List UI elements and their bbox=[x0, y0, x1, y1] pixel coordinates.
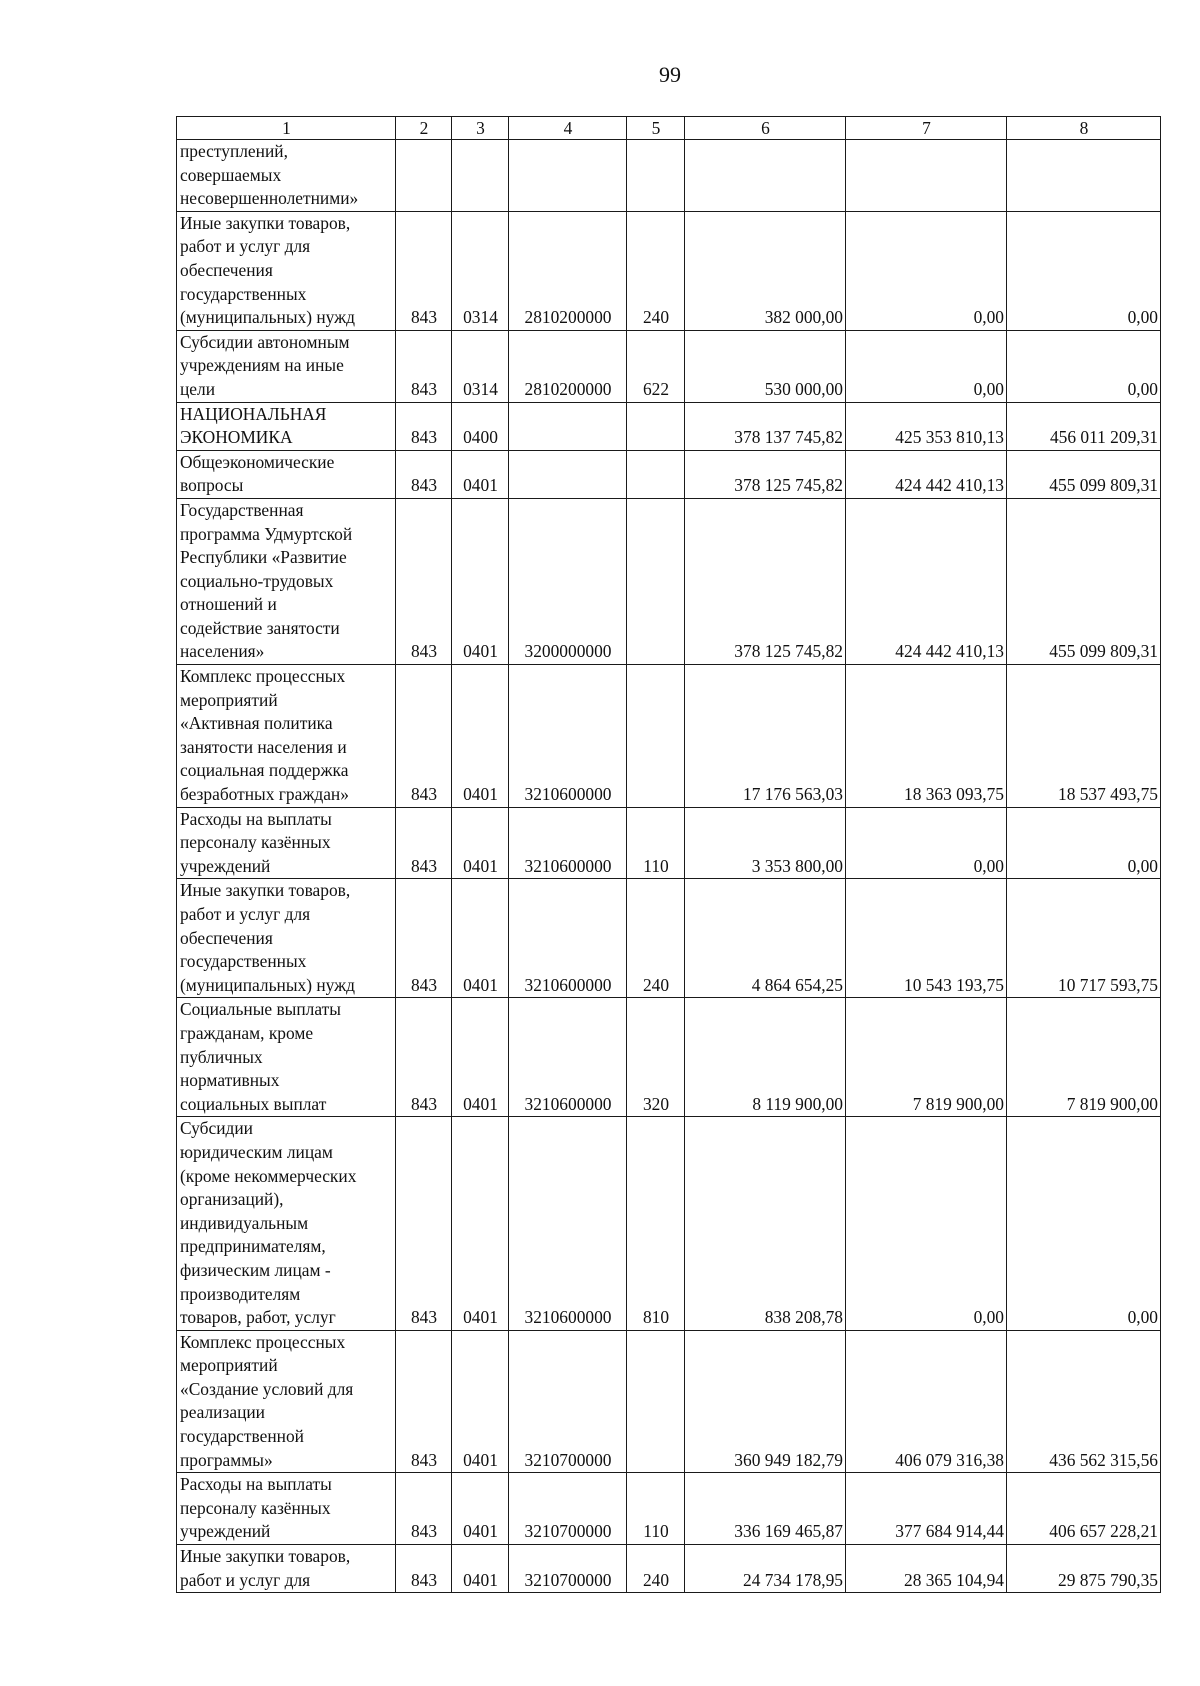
row-name-cell: Социальные выплаты гражданам, кроме публичных нормативных социальных выплат bbox=[177, 998, 396, 1117]
col5-cell bbox=[627, 498, 685, 664]
col6-amount-cell: 378 125 745,82 bbox=[685, 498, 846, 664]
table-row bbox=[177, 807, 1161, 879]
col7-amount-cell: 424 442 410,13 bbox=[846, 450, 1007, 498]
col2-cell: 843 bbox=[396, 1330, 452, 1473]
col4-cell: 3210600000 bbox=[509, 998, 627, 1117]
col4-cell: 3210600000 bbox=[509, 1117, 627, 1330]
col5-cell bbox=[627, 665, 685, 808]
col6-amount-cell: 378 137 745,82 bbox=[685, 402, 846, 450]
col4-cell: 3210700000 bbox=[509, 1473, 627, 1545]
header-row bbox=[177, 117, 1161, 140]
col6-amount-cell: 360 949 182,79 bbox=[685, 1330, 846, 1473]
col3-cell: 0401 bbox=[452, 450, 509, 498]
col7-amount-cell: 424 442 410,13 bbox=[846, 498, 1007, 664]
row-name-cell: НАЦИОНАЛЬНАЯ ЭКОНОМИКА bbox=[177, 402, 396, 450]
col6-amount-cell: 530 000,00 bbox=[685, 330, 846, 402]
table-row bbox=[177, 879, 1161, 998]
table-row bbox=[177, 450, 1161, 498]
col4-cell: 3210600000 bbox=[509, 879, 627, 998]
col8-amount-cell: 29 875 790,35 bbox=[1007, 1545, 1161, 1593]
col5-cell bbox=[627, 450, 685, 498]
col5-cell: 240 bbox=[627, 879, 685, 998]
table-row bbox=[177, 1117, 1161, 1330]
column-header: 3 bbox=[452, 117, 509, 140]
col7-amount-cell bbox=[846, 140, 1007, 212]
table-row bbox=[177, 1473, 1161, 1545]
column-header: 1 bbox=[177, 117, 396, 140]
col6-amount-cell: 378 125 745,82 bbox=[685, 450, 846, 498]
table-row bbox=[177, 140, 1161, 212]
col3-cell: 0401 bbox=[452, 807, 509, 879]
col4-cell: 3210700000 bbox=[509, 1545, 627, 1593]
col6-amount-cell bbox=[685, 140, 846, 212]
col6-amount-cell: 3 353 800,00 bbox=[685, 807, 846, 879]
table-row bbox=[177, 330, 1161, 402]
col6-amount-cell: 24 734 178,95 bbox=[685, 1545, 846, 1593]
col7-amount-cell: 28 365 104,94 bbox=[846, 1545, 1007, 1593]
row-name-cell: Комплекс процессных мероприятий «Активная политика занятости населения и социальная поддержка безработных граждан» bbox=[177, 665, 396, 808]
col6-amount-cell: 336 169 465,87 bbox=[685, 1473, 846, 1545]
table-row bbox=[177, 498, 1161, 664]
column-header: 8 bbox=[1007, 117, 1161, 140]
col2-cell: 843 bbox=[396, 1473, 452, 1545]
row-name-cell: преступлений, совершаемых несовершеннолетними» bbox=[177, 140, 396, 212]
table-row bbox=[177, 665, 1161, 808]
col8-amount-cell: 406 657 228,21 bbox=[1007, 1473, 1161, 1545]
table-body bbox=[177, 140, 1161, 1593]
table-row bbox=[177, 998, 1161, 1117]
row-name-cell: Расходы на выплаты персоналу казённых учреждений bbox=[177, 807, 396, 879]
col7-amount-cell: 10 543 193,75 bbox=[846, 879, 1007, 998]
col3-cell: 0314 bbox=[452, 211, 509, 330]
col4-cell: 2810200000 bbox=[509, 330, 627, 402]
col4-cell: 3210600000 bbox=[509, 807, 627, 879]
col3-cell: 0401 bbox=[452, 879, 509, 998]
page-number: 99 bbox=[659, 62, 681, 87]
col2-cell: 843 bbox=[396, 807, 452, 879]
col2-cell: 843 bbox=[396, 879, 452, 998]
col5-cell bbox=[627, 140, 685, 212]
col7-amount-cell: 0,00 bbox=[846, 807, 1007, 879]
budget-table-container bbox=[176, 116, 1160, 1593]
col4-cell: 3210700000 bbox=[509, 1330, 627, 1473]
col5-cell: 320 bbox=[627, 998, 685, 1117]
col2-cell: 843 bbox=[396, 330, 452, 402]
table-row bbox=[177, 211, 1161, 330]
col8-amount-cell: 455 099 809,31 bbox=[1007, 450, 1161, 498]
col5-cell: 110 bbox=[627, 1473, 685, 1545]
table-row bbox=[177, 1545, 1161, 1593]
col8-amount-cell: 455 099 809,31 bbox=[1007, 498, 1161, 664]
col7-amount-cell: 425 353 810,13 bbox=[846, 402, 1007, 450]
col4-cell: 2810200000 bbox=[509, 211, 627, 330]
col8-amount-cell: 7 819 900,00 bbox=[1007, 998, 1161, 1117]
col5-cell: 240 bbox=[627, 211, 685, 330]
col8-amount-cell: 0,00 bbox=[1007, 1117, 1161, 1330]
col2-cell: 843 bbox=[396, 450, 452, 498]
col3-cell: 0401 bbox=[452, 998, 509, 1117]
col6-amount-cell: 8 119 900,00 bbox=[685, 998, 846, 1117]
row-name-cell: Комплекс процессных мероприятий «Создание условий для реализации государственной программы» bbox=[177, 1330, 396, 1473]
col3-cell: 0401 bbox=[452, 498, 509, 664]
row-name-cell: Иные закупки товаров, работ и услуг для обеспечения государственных (муниципальных) нужд bbox=[177, 879, 396, 998]
col6-amount-cell: 838 208,78 bbox=[685, 1117, 846, 1330]
row-name-cell: Иные закупки товаров, работ и услуг для bbox=[177, 1545, 396, 1593]
col8-amount-cell: 0,00 bbox=[1007, 330, 1161, 402]
col8-amount-cell bbox=[1007, 140, 1161, 212]
column-header: 6 bbox=[685, 117, 846, 140]
col5-cell bbox=[627, 1330, 685, 1473]
col2-cell: 843 bbox=[396, 998, 452, 1117]
col7-amount-cell: 406 079 316,38 bbox=[846, 1330, 1007, 1473]
column-header: 2 bbox=[396, 117, 452, 140]
col7-amount-cell: 377 684 914,44 bbox=[846, 1473, 1007, 1545]
col5-cell: 810 bbox=[627, 1117, 685, 1330]
column-header: 4 bbox=[509, 117, 627, 140]
col4-cell bbox=[509, 450, 627, 498]
col5-cell: 110 bbox=[627, 807, 685, 879]
col2-cell: 843 bbox=[396, 402, 452, 450]
row-name-cell: Расходы на выплаты персоналу казённых учреждений bbox=[177, 1473, 396, 1545]
col3-cell: 0314 bbox=[452, 330, 509, 402]
col8-amount-cell: 10 717 593,75 bbox=[1007, 879, 1161, 998]
row-name-cell: Общеэкономические вопросы bbox=[177, 450, 396, 498]
col2-cell: 843 bbox=[396, 1117, 452, 1330]
col3-cell: 0401 bbox=[452, 1473, 509, 1545]
col2-cell: 843 bbox=[396, 1545, 452, 1593]
col6-amount-cell: 382 000,00 bbox=[685, 211, 846, 330]
col8-amount-cell: 0,00 bbox=[1007, 807, 1161, 879]
col4-cell: 3210600000 bbox=[509, 665, 627, 808]
col3-cell: 0401 bbox=[452, 1117, 509, 1330]
col5-cell: 622 bbox=[627, 330, 685, 402]
col8-amount-cell: 0,00 bbox=[1007, 211, 1161, 330]
column-header: 7 bbox=[846, 117, 1007, 140]
col7-amount-cell: 18 363 093,75 bbox=[846, 665, 1007, 808]
column-header: 5 bbox=[627, 117, 685, 140]
col7-amount-cell: 0,00 bbox=[846, 211, 1007, 330]
row-name-cell: Иные закупки товаров, работ и услуг для обеспечения государственных (муниципальных) нужд bbox=[177, 211, 396, 330]
col2-cell bbox=[396, 140, 452, 212]
col3-cell bbox=[452, 140, 509, 212]
col5-cell: 240 bbox=[627, 1545, 685, 1593]
col2-cell: 843 bbox=[396, 665, 452, 808]
row-name-cell: Государственная программа Удмуртской Республики «Развитие социально-трудовых отношений и содействие занятости населения» bbox=[177, 498, 396, 664]
table-row bbox=[177, 402, 1161, 450]
col3-cell: 0400 bbox=[452, 402, 509, 450]
col7-amount-cell: 0,00 bbox=[846, 1117, 1007, 1330]
col3-cell: 0401 bbox=[452, 1330, 509, 1473]
col6-amount-cell: 17 176 563,03 bbox=[685, 665, 846, 808]
col3-cell: 0401 bbox=[452, 1545, 509, 1593]
col3-cell: 0401 bbox=[452, 665, 509, 808]
col8-amount-cell: 456 011 209,31 bbox=[1007, 402, 1161, 450]
col4-cell bbox=[509, 402, 627, 450]
col4-cell: 3200000000 bbox=[509, 498, 627, 664]
col2-cell: 843 bbox=[396, 498, 452, 664]
row-name-cell: Субсидии автономным учреждениям на иные цели bbox=[177, 330, 396, 402]
col5-cell bbox=[627, 402, 685, 450]
col4-cell bbox=[509, 140, 627, 212]
col8-amount-cell: 436 562 315,56 bbox=[1007, 1330, 1161, 1473]
col7-amount-cell: 7 819 900,00 bbox=[846, 998, 1007, 1117]
budget-table bbox=[176, 116, 1161, 1593]
col7-amount-cell: 0,00 bbox=[846, 330, 1007, 402]
col2-cell: 843 bbox=[396, 211, 452, 330]
table-row bbox=[177, 1330, 1161, 1473]
row-name-cell: Субсидии юридическим лицам (кроме некоммерческих организаций), индивидуальным предпринимателям, физическим лицам - производителям товаров, работ, услуг bbox=[177, 1117, 396, 1330]
col6-amount-cell: 4 864 654,25 bbox=[685, 879, 846, 998]
col8-amount-cell: 18 537 493,75 bbox=[1007, 665, 1161, 808]
